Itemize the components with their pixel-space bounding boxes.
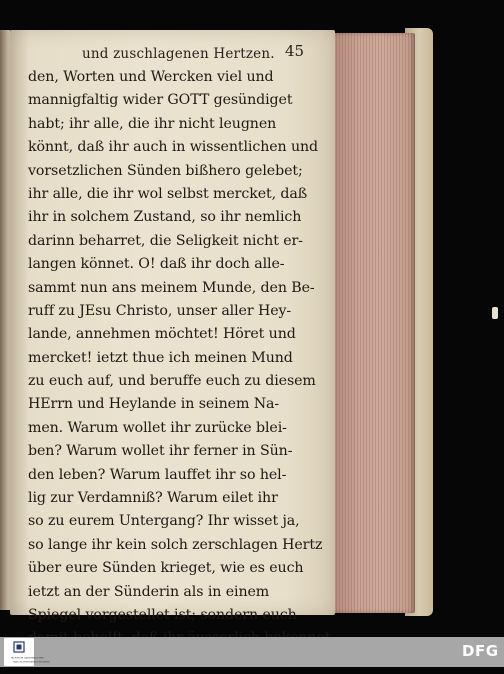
text-line: mercket! ietzt thue ich meinen Mund <box>28 349 293 366</box>
library-emblem-icon <box>13 641 25 653</box>
text-line: so zu eurem Untergang? Ihr wisset ja, <box>28 513 300 530</box>
library-caption-line-2: STAATS- UND UNIVERSITÄTSBIBLIOTHEK DRESDEN <box>13 661 50 664</box>
dfg-logo[interactable]: DFG <box>462 642 499 660</box>
body-text <box>28 66 323 674</box>
text-line: so lange ihr kein solch zerschlagen Hertz <box>28 536 323 553</box>
text-line: Spiegel vorgestellet ist; sondern euch <box>28 606 297 623</box>
slub-library-logo-icon[interactable] <box>4 638 50 666</box>
running-title: und zuschlagenen Hertzen. <box>82 46 275 62</box>
text-line: lig zur Verdamniß? Warum eilet ihr <box>28 490 278 507</box>
text-line: den, Worten und Wercken viel und <box>28 69 274 85</box>
page-block-edges <box>333 33 415 613</box>
page-number: 45 <box>285 42 305 60</box>
text-line: könnt, daß ihr auch in wissentlichen und <box>28 139 319 156</box>
text-line: habt; ihr alle, die ihr nicht leugnen <box>28 115 277 132</box>
clasp-pin <box>492 307 498 319</box>
text-line: langen könnet. O! daß ihr doch alle- <box>28 256 285 273</box>
text-line: sammt nun ans meinem Munde, den Be- <box>28 279 315 296</box>
text-line: ben? Warum wollet ihr ferner in Sün- <box>28 443 293 460</box>
viewer-footer-bar <box>0 637 504 667</box>
text-line: ruff zu JEsu Christo, unser aller Hey- <box>28 302 292 319</box>
text-line: zu euch auf, und beruffe euch zu diesem <box>28 373 316 390</box>
text-line: lande, annehmen möchtet! Höret und <box>28 326 296 343</box>
text-line: über eure Sünden krieget, wie es euch <box>28 560 304 577</box>
library-caption-line-1: SÄCHSISCHE LANDESBIBLIOTHEK <box>10 656 44 660</box>
text-line: vorsetzlichen Sünden bißhero gelebet; <box>28 162 303 179</box>
text-line: den leben? Warum lauffet ihr so hel- <box>28 466 287 483</box>
text-line: ietzt an der Sünderin als in einem <box>28 583 270 600</box>
text-line: ihr in solchem Zustand, so ihr nemlich <box>28 209 302 226</box>
library-caption <box>4 656 50 664</box>
text-line: men. Warum wollet ihr zurücke blei- <box>28 419 287 436</box>
text-line: HErrn und Heylande in seinem Na- <box>28 396 280 413</box>
text-line: darinn beharret, die Seligkeit nicht er- <box>28 232 303 249</box>
page-header <box>82 40 305 64</box>
text-line: mannigfaltig wider GOTT gesündiget <box>28 92 293 109</box>
text-line: ihr alle, die ihr wol selbst mercket, daß <box>28 185 308 202</box>
